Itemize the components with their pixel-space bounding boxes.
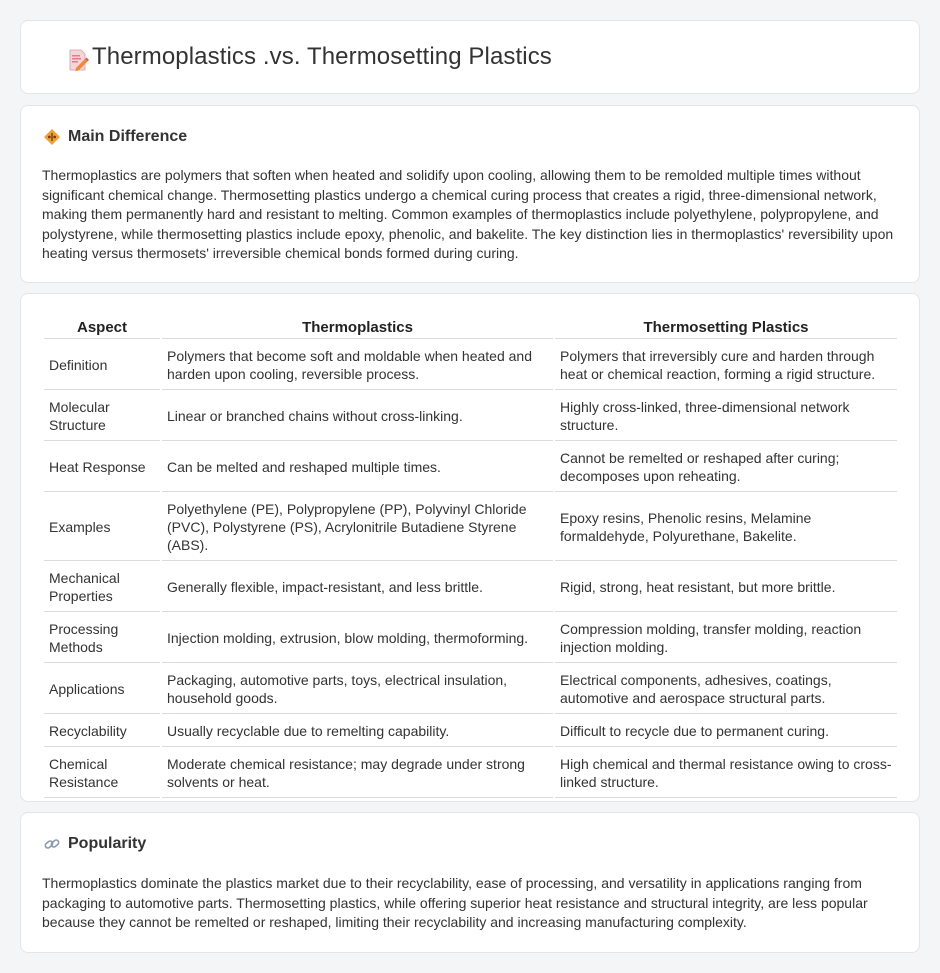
row-aspect: Molecular Structure <box>44 392 160 441</box>
row-thermoplastics: Can be melted and reshaped multiple times. <box>162 443 553 492</box>
popularity-header <box>43 835 146 853</box>
main-difference-header <box>43 128 187 146</box>
row-thermosetting: Polymers that irreversibly cure and harden through heat or chemical reaction, forming a rigid structure. <box>555 341 897 390</box>
table-row <box>44 392 897 441</box>
table-row <box>44 614 897 663</box>
row-thermoplastics: Polymers that become soft and moldable when heated and harden upon cooling, reversible process. <box>162 341 553 390</box>
table-row <box>44 494 897 561</box>
row-aspect: Chemical Resistance <box>44 749 160 798</box>
row-thermosetting: Highly cross-linked, three-dimensional network structure. <box>555 392 897 441</box>
table-row <box>44 749 897 798</box>
table-row <box>44 443 897 492</box>
main-difference-heading: Main Difference <box>68 128 188 145</box>
main-difference-text: Thermoplastics are polymers that soften when heated and solidify upon cooling, allowing them to be remolded multiple times without significant chemical change. Thermosetting plastics undergo a chemical curing process that creates a rigid, three-dimensional network, making them permanently hard and resistant to melting. Common examples of thermoplastics include polyethylene, polypropylene, and polystyrene, while thermosetting plastics include epoxy, phenolic, and bakelite. The key distinction lies in thermoplastics' reversibility upon heating versus thermosets' irreversible chemical bonds formed during curing. <box>42 167 894 262</box>
title-card <box>20 20 920 94</box>
row-thermoplastics: Generally flexible, impact-resistant, and less brittle. <box>162 563 553 612</box>
row-thermosetting: Difficult to recycle due to permanent curing. <box>555 716 897 747</box>
popularity-card <box>20 812 920 953</box>
document-edit-icon <box>67 48 89 72</box>
row-thermosetting: Cannot be remelted or reshaped after curing; decomposes upon reheating. <box>555 443 897 492</box>
popularity-heading: Popularity <box>68 835 147 852</box>
diamond-warning-icon <box>43 128 61 146</box>
table-header-row <box>44 317 897 339</box>
row-thermosetting: Epoxy resins, Phenolic resins, Melamine formaldehyde, Polyurethane, Bakelite. <box>555 494 897 561</box>
header-thermoplastics: Thermoplastics <box>162 317 553 339</box>
page-title: Thermoplastics .vs. Thermosetting Plastics <box>92 43 552 70</box>
row-thermosetting: High chemical and thermal resistance owing to cross-linked structure. <box>555 749 897 798</box>
row-thermoplastics: Usually recyclable due to remelting capability. <box>162 716 553 747</box>
row-thermoplastics: Moderate chemical resistance; may degrade under strong solvents or heat. <box>162 749 553 798</box>
row-thermoplastics: Polyethylene (PE), Polypropylene (PP), Polyvinyl Chloride (PVC), Polystyrene (PS), Acrylonitrile Butadiene Styrene (ABS). <box>162 494 553 561</box>
row-thermoplastics: Packaging, automotive parts, toys, electrical insulation, household goods. <box>162 665 553 714</box>
comparison-card <box>20 293 920 802</box>
table-row <box>44 665 897 714</box>
main-difference-card <box>20 105 920 283</box>
row-thermosetting: Electrical components, adhesives, coatings, automotive and aerospace structural parts. <box>555 665 897 714</box>
row-thermosetting: Compression molding, transfer molding, reaction injection molding. <box>555 614 897 663</box>
row-thermoplastics: Linear or branched chains without cross-linking. <box>162 392 553 441</box>
comparison-table <box>42 315 899 800</box>
table-row <box>44 341 897 390</box>
row-aspect: Processing Methods <box>44 614 160 663</box>
table-row <box>44 716 897 747</box>
header-aspect: Aspect <box>44 317 160 339</box>
header-thermosetting: Thermosetting Plastics <box>555 317 897 339</box>
row-thermosetting: Rigid, strong, heat resistant, but more brittle. <box>555 563 897 612</box>
row-aspect: Mechanical Properties <box>44 563 160 612</box>
row-aspect: Definition <box>44 341 160 390</box>
row-aspect: Heat Response <box>44 443 160 492</box>
row-thermoplastics: Injection molding, extrusion, blow molding, thermoforming. <box>162 614 553 663</box>
popularity-text: Thermoplastics dominate the plastics market due to their recyclability, ease of processing, and versatility in applications ranging from packaging to automotive parts. Thermosetting plastics, while offering superior heat resistance and structural integrity, are less popular because they cannot be remelted or reshaped, limiting their recyclability and increasing manufacturing complexity. <box>42 875 868 931</box>
row-aspect: Recyclability <box>44 716 160 747</box>
row-aspect: Applications <box>44 665 160 714</box>
table-row <box>44 563 897 612</box>
row-aspect: Examples <box>44 494 160 561</box>
link-icon <box>43 835 61 853</box>
